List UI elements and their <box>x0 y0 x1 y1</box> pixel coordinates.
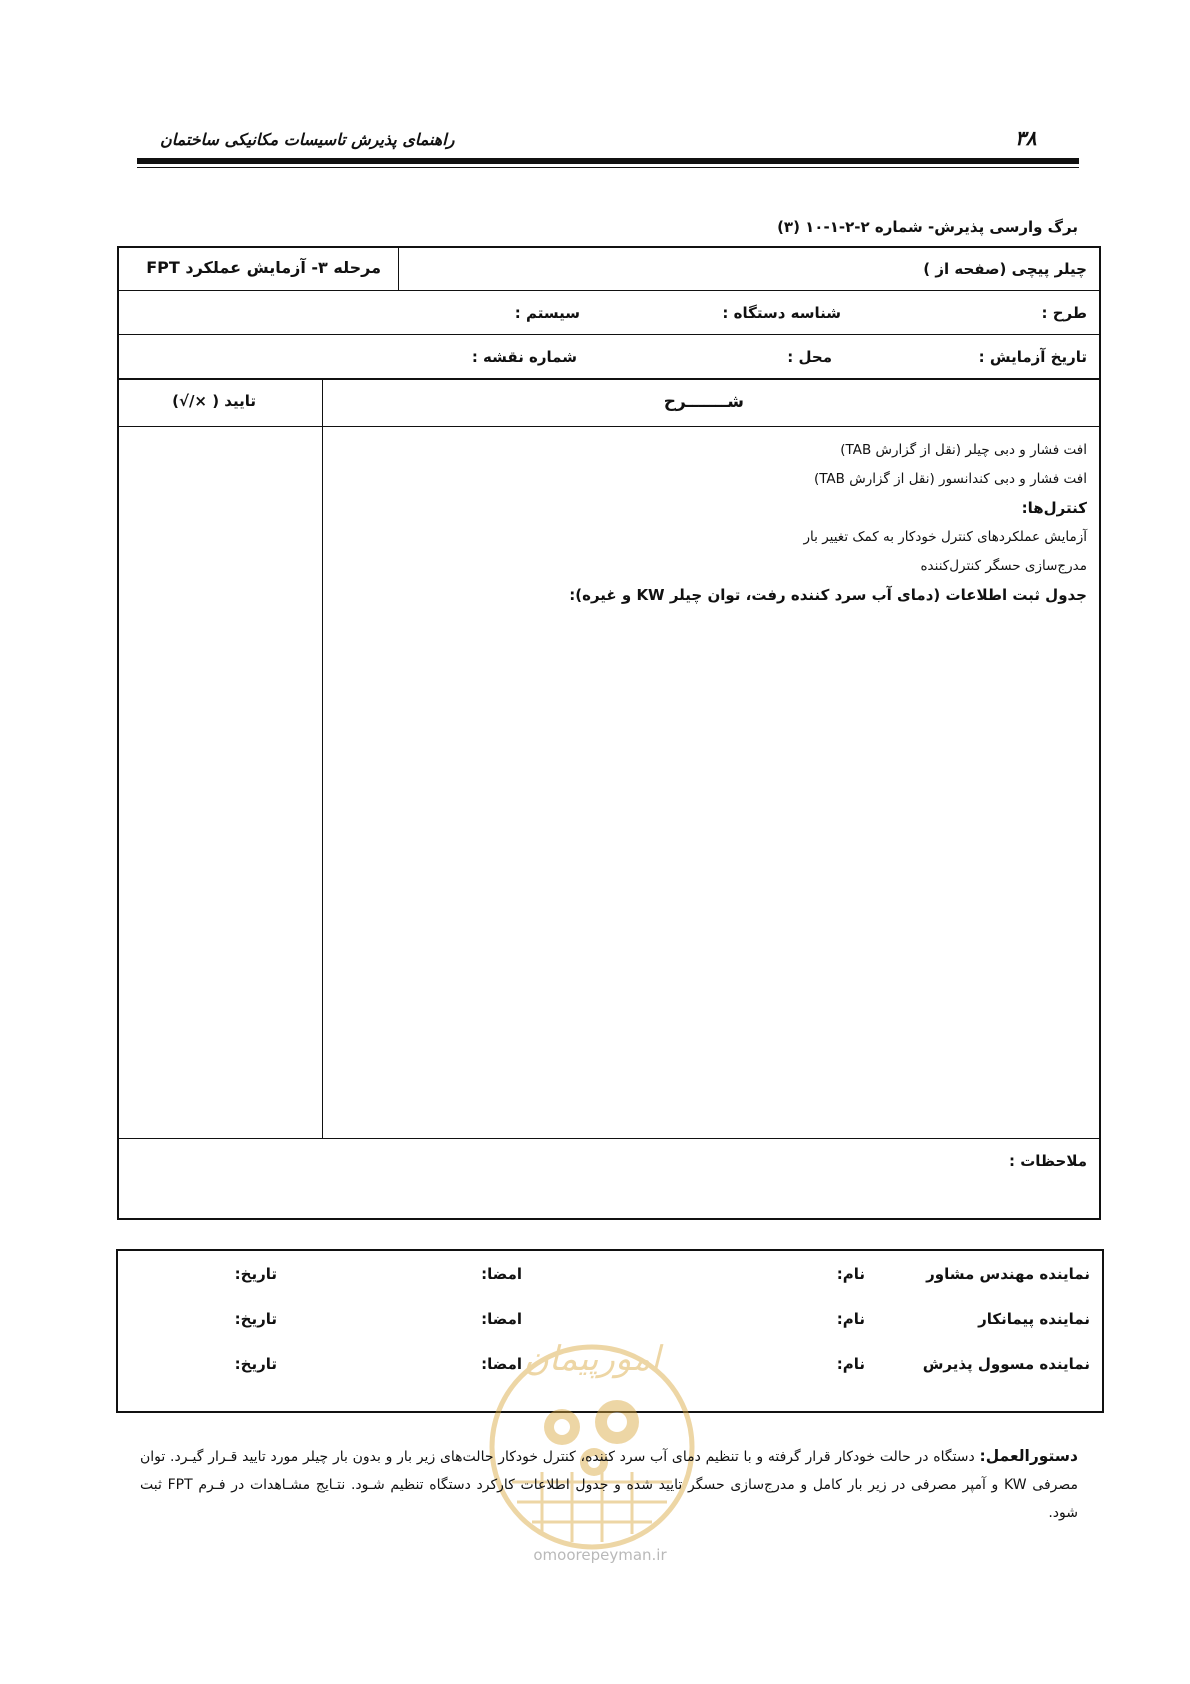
device-id-label: شناسه دستگاه : <box>722 304 841 322</box>
remarks-divider <box>119 1138 1099 1139</box>
date-label: تاریخ: <box>234 1310 277 1328</box>
description-line: افت فشار و دبی چیلر (نقل از گزارش TAB) <box>840 442 1087 458</box>
stage-cell-divider <box>398 248 399 290</box>
header-rule-thick <box>137 158 1079 164</box>
system-label: سیستم : <box>514 304 580 322</box>
description-line: آزمایش عملکردهای کنترل خودکار به کمک تغییر بار <box>803 529 1087 545</box>
row-divider-3 <box>119 378 1099 380</box>
name-label: نام: <box>836 1265 865 1283</box>
column-header-divider <box>119 426 1099 427</box>
remarks-label: ملاحظات : <box>1008 1152 1087 1170</box>
description-line: کنترل‌ها: <box>1021 499 1087 517</box>
name-label: نام: <box>836 1355 865 1373</box>
sign-label: امضا: <box>481 1265 522 1283</box>
test-date-label: تاریخ آزمایش : <box>978 348 1087 366</box>
description-line: مدرج‌سازی حسگر کنترل‌کننده <box>920 558 1087 574</box>
row-divider-1 <box>119 290 1099 291</box>
name-label: نام: <box>836 1310 865 1328</box>
inspection-form <box>117 246 1101 1220</box>
sign-label: امضا: <box>481 1355 522 1373</box>
form-title: برگ وارسی پذیرش- شماره ۲-۲-۱-۱۰ (۳) <box>777 218 1078 236</box>
approval-header: تایید ( ×/√) <box>172 392 256 410</box>
sign-label: امضا: <box>481 1310 522 1328</box>
description-line: جدول ثبت اطلاعات (دمای آب سرد کننده رفت، توان چیلر KW و غیره): <box>569 586 1087 604</box>
stage-title: مرحله ۳- آزمایش عملکرد FPT <box>146 258 381 277</box>
date-label: تاریخ: <box>234 1355 277 1373</box>
equipment-title: چیلر پیچی (صفحه از ) <box>923 260 1087 278</box>
header-rule-thin <box>137 167 1079 168</box>
page-number: ۳۸ <box>1015 126 1037 150</box>
signature-role: نماینده مهندس مشاور <box>926 1265 1090 1283</box>
date-label: تاریخ: <box>234 1265 277 1283</box>
row-divider-2 <box>119 334 1099 335</box>
instructions-body: دستگاه در حالت خودکار قرار گرفته و با تنظیم دمای آب سرد کننده، کنترل خودکار حالت‌های زیر بار و بدون بار چیلر مورد تایید قـرار گیـرد. توان مصرفی KW و آمپر مصرفی در زیر بار کامل و مدرج‌سازی حسگر تایید شده و جدول اطلاعات کارکرد دستگاه تنظیم شـود. نتـایج مشـاهدات در فـرم FPT ثبت شود. <box>140 1449 1078 1521</box>
instructions <box>140 1442 1078 1527</box>
description-content <box>387 436 1087 610</box>
description-line: افت فشار و دبی کندانسور (نقل از گزارش TAB) <box>813 471 1087 487</box>
running-title: راهنمای پذیرش تاسیسات مکانیکی ساختمان <box>160 130 455 149</box>
signature-role: نماینده پیمانکار <box>978 1310 1090 1328</box>
signature-role: نماینده مسوول پذیرش <box>922 1355 1090 1373</box>
signature-row <box>118 1265 1102 1295</box>
watermark-logo-text: امورپیمان <box>523 1339 661 1379</box>
drawing-number-label: شماره نقشه : <box>471 348 577 366</box>
project-label: طرح : <box>1041 304 1087 322</box>
approval-column-divider <box>322 378 323 1138</box>
location-label: محل : <box>787 348 832 366</box>
description-header: شـــــــرح <box>663 392 744 412</box>
instructions-title: دستورالعمل: <box>979 1447 1078 1465</box>
watermark-url: omoorepeyman.ir <box>533 1546 667 1564</box>
